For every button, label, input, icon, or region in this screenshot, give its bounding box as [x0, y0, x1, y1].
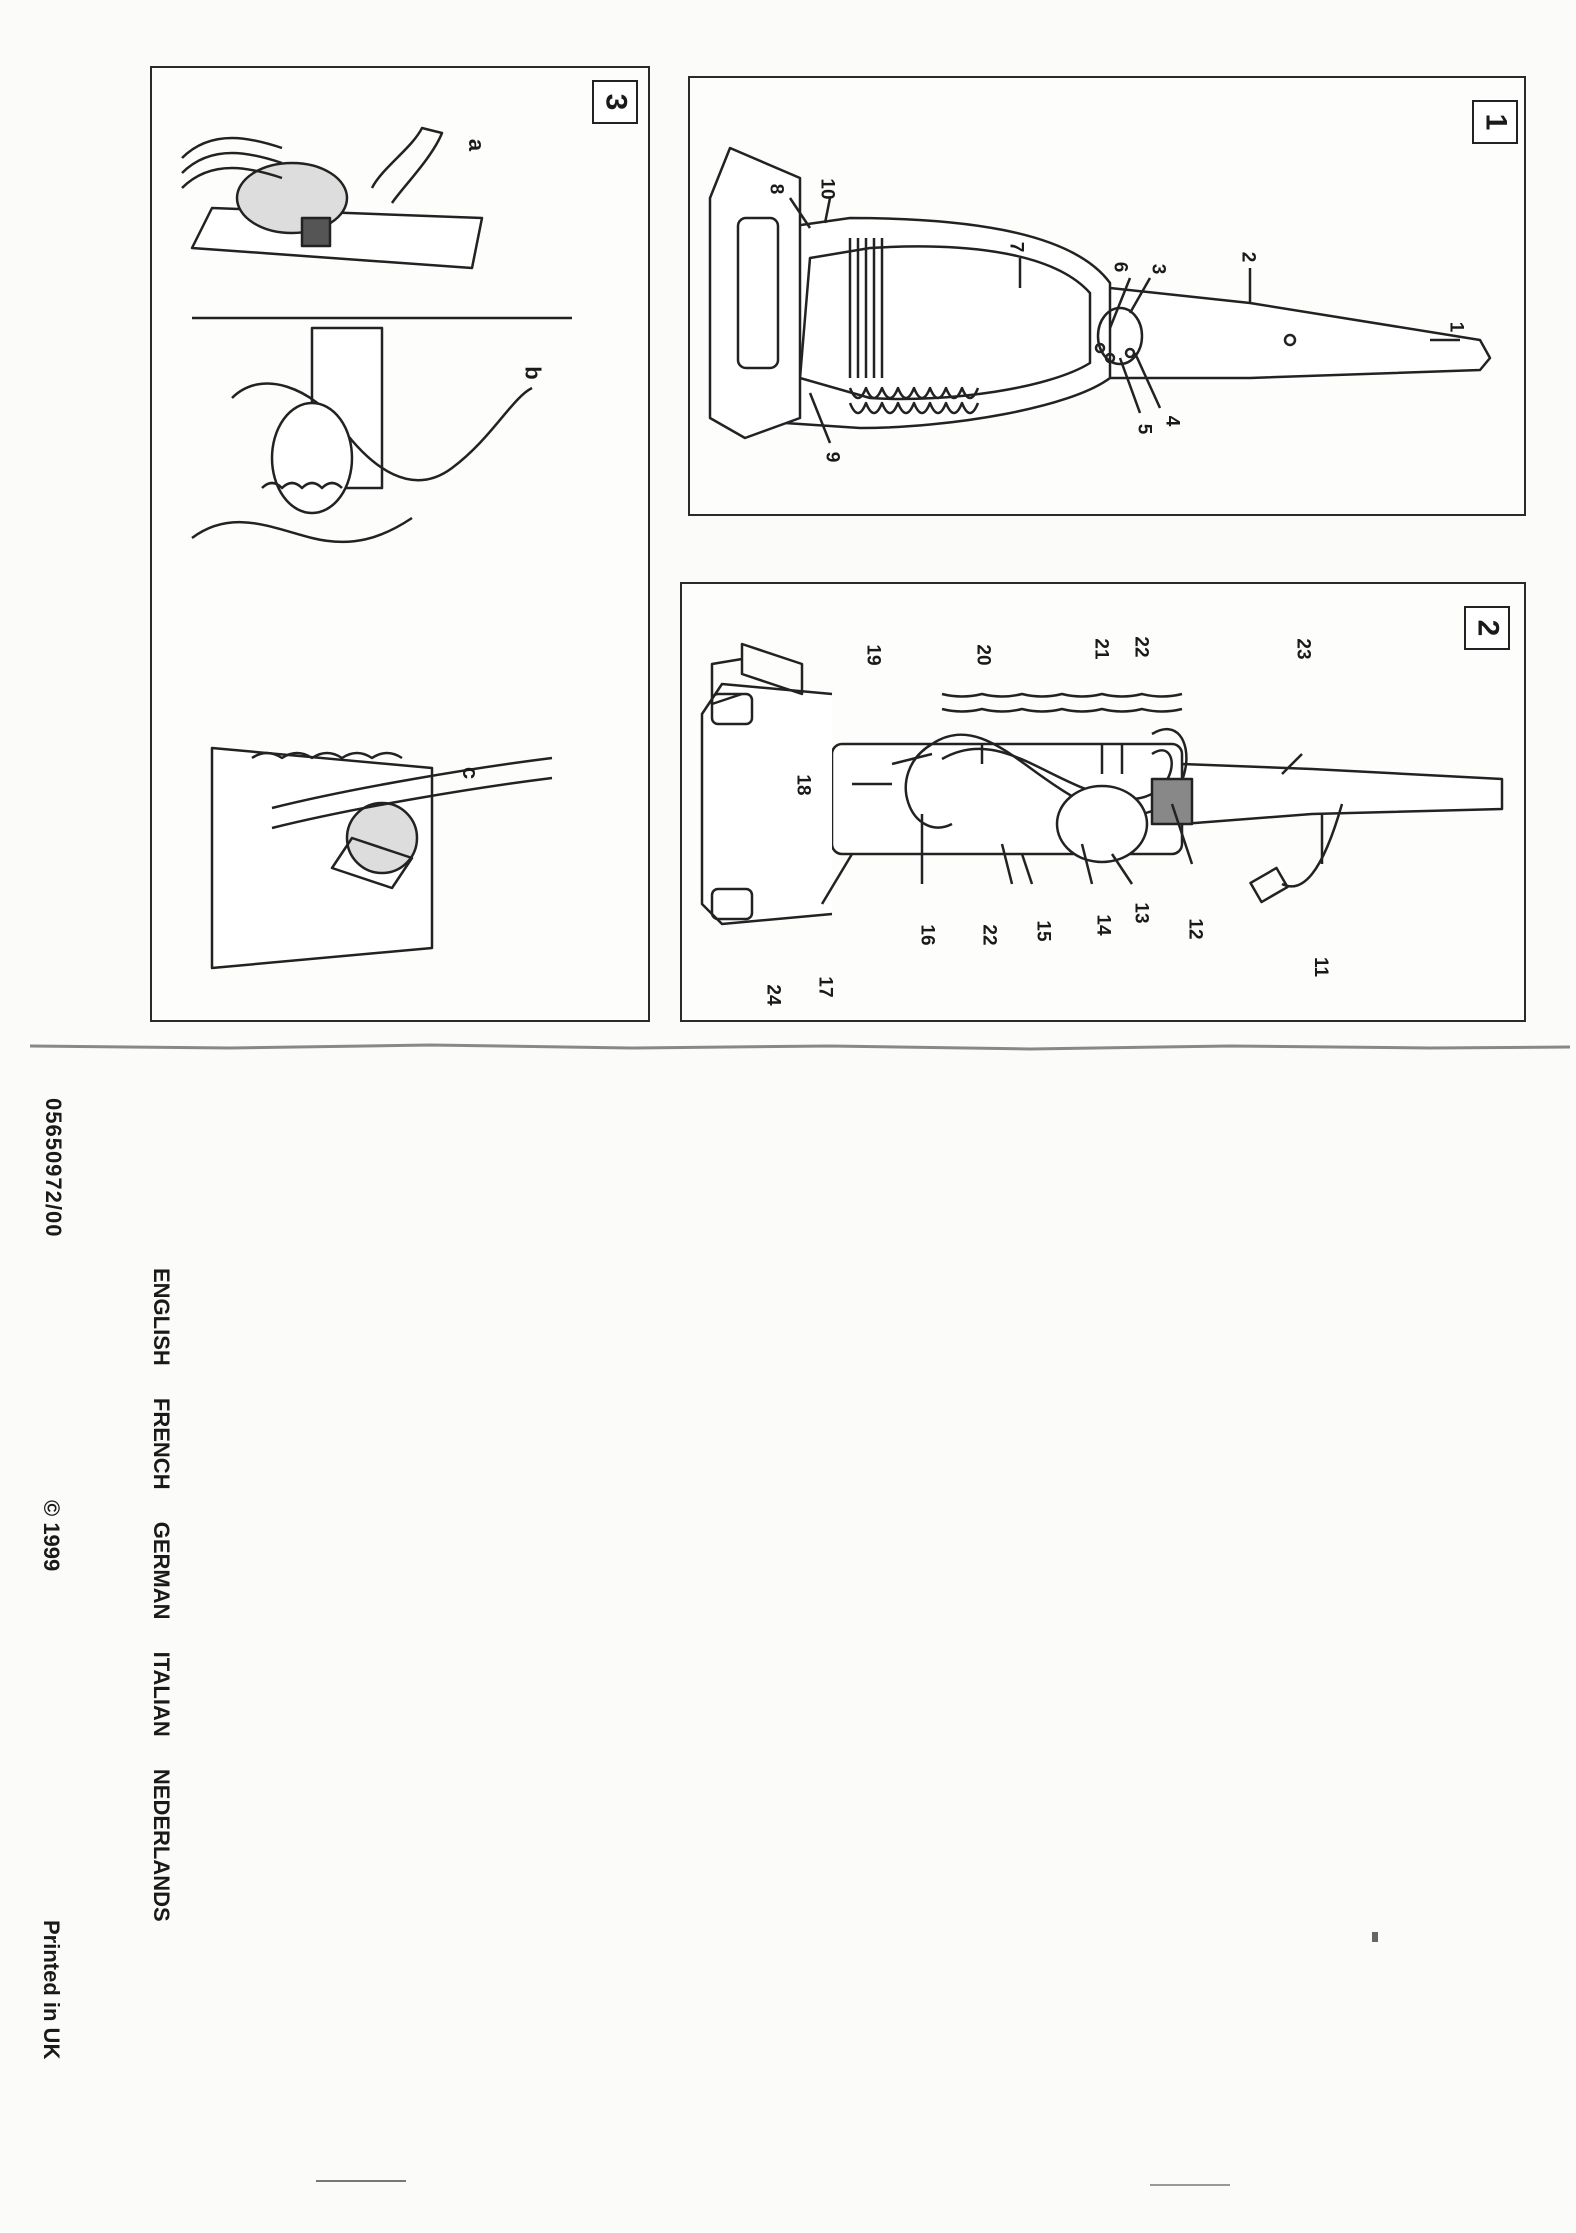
- callout-7: 7: [1005, 241, 1027, 253]
- callout-16: 16: [916, 924, 938, 946]
- scan-speck: [1372, 1932, 1378, 1942]
- figure-1-panel: [688, 76, 1526, 516]
- part-number: 05650972/00: [41, 1098, 66, 1238]
- sub-figure-b-label: b: [520, 366, 546, 380]
- printed-in: Printed in UK: [39, 1920, 64, 2060]
- figure-2-panel: [680, 582, 1526, 1022]
- sub-figure-a-label: a: [464, 138, 490, 152]
- callout-14: 14: [1092, 914, 1114, 936]
- callout-2: 2: [1237, 251, 1259, 263]
- callout-10: 10: [816, 178, 838, 200]
- callout-21: 21: [1090, 638, 1112, 660]
- upright-vacuum-illustration: [690, 78, 1528, 518]
- callout-24: 24: [762, 984, 784, 1006]
- callout-15: 15: [1032, 920, 1054, 942]
- callout-22b: 22: [978, 924, 1000, 946]
- callout-8: 8: [765, 183, 787, 195]
- language-nederlands: NEDERLANDS: [149, 1768, 174, 1922]
- figure-1-number: 1: [1472, 100, 1518, 144]
- callout-11: 11: [1310, 956, 1332, 978]
- callout-18: 18: [792, 774, 814, 796]
- language-german: GERMAN: [149, 1521, 174, 1620]
- callout-19: 19: [862, 644, 884, 666]
- callout-20: 20: [972, 644, 994, 666]
- language-italian: ITALIAN: [149, 1651, 174, 1737]
- scan-dash: [1150, 2184, 1230, 2186]
- figure-3-panel: [150, 66, 650, 1022]
- callout-1: 1: [1445, 321, 1467, 333]
- callout-13: 13: [1130, 902, 1152, 924]
- callout-3: 3: [1147, 263, 1169, 275]
- figure-3-number: 3: [592, 80, 638, 124]
- copyright: © 1999: [39, 1500, 64, 1572]
- scan-dash: [316, 2180, 406, 2182]
- language-english: ENGLISH: [149, 1268, 174, 1366]
- sub-figure-c-label: c: [458, 766, 484, 780]
- language-list: [148, 1268, 174, 1948]
- hose-attachment-illustrations: [152, 68, 652, 1024]
- callout-5: 5: [1133, 423, 1155, 435]
- figure-2-number: 2: [1464, 606, 1510, 650]
- language-french: FRENCH: [149, 1397, 174, 1490]
- callout-23: 23: [1292, 638, 1314, 660]
- callout-22a: 22: [1130, 636, 1152, 658]
- callout-6: 6: [1109, 261, 1131, 273]
- callout-4: 4: [1161, 415, 1183, 427]
- callout-9: 9: [821, 451, 843, 463]
- callout-17: 17: [814, 976, 836, 998]
- callout-12: 12: [1184, 918, 1206, 940]
- tear-line: [30, 1040, 1570, 1054]
